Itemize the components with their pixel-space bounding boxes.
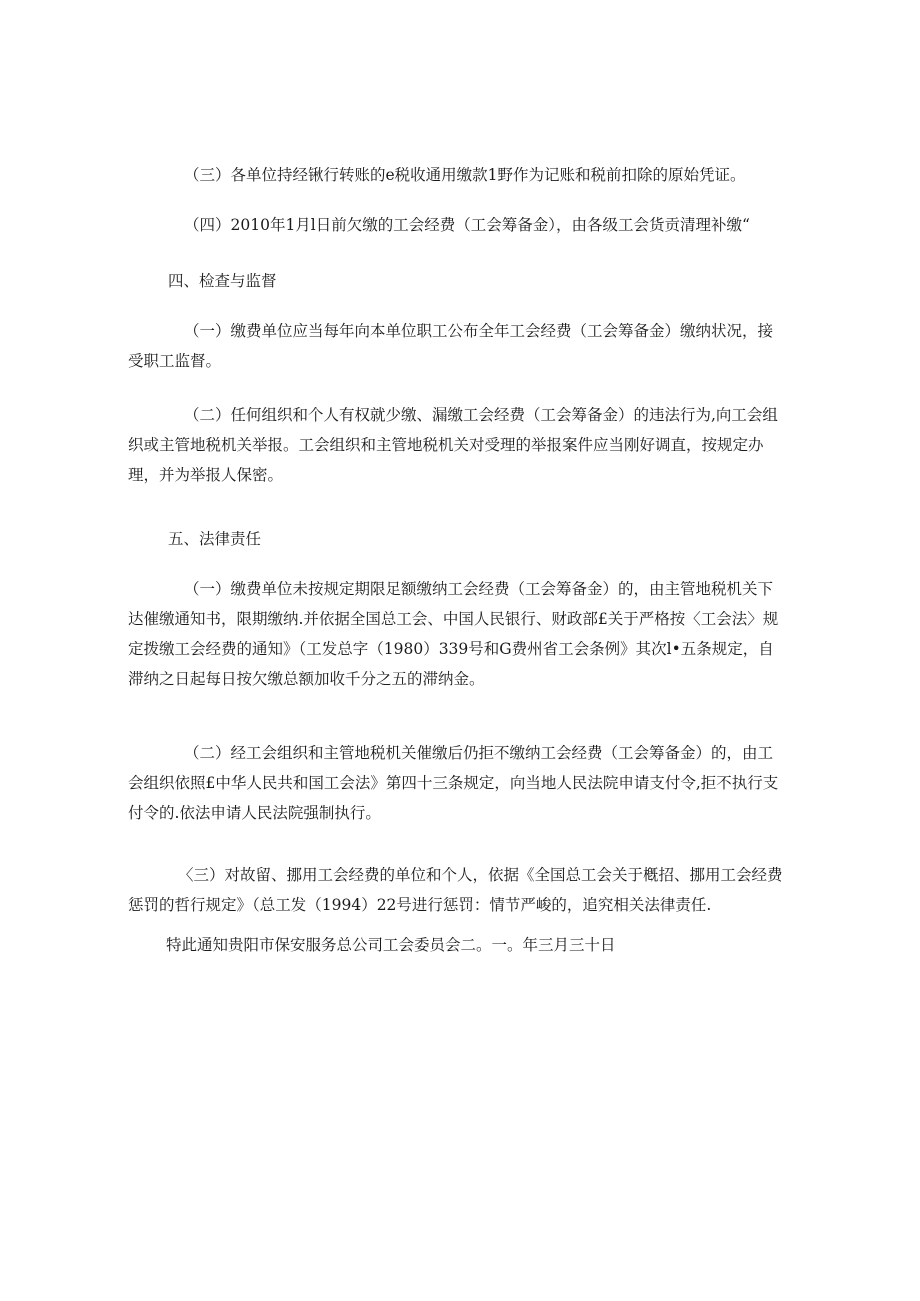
paragraph-inspection-2: （二）任何组织和个人有权就少缴、漏缴工会经费（工会筹备金）的违法行为,向工会组织或主管地税机关举报。工会组织和主管地税机关对受理的举报案件应当刚好调直，按规定办理，并为举报人保密。 [128,406,778,484]
closing-notice: 特此通知贵阳市保安服务总公司工会委员会二。一。年三月三十日 [166,936,616,954]
paragraph-inspection-1: （一）缴费单位应当每年向本单位职工公布全年工会经费（工会筹备金）缴纳状况，接受职工监督。 [128,322,774,370]
paragraph-3-bank-receipt: （三）各单位持经锹行转账的e税收通用缴款1野作为记账和税前扣除的原始凭证。 [184,166,746,184]
paragraph-4-arrears: （四）2010年1月l日前欠缴的工会经费（工会筹备金），由各级工会货贡清理补缴“ [184,216,750,234]
section-heading-legal: 五、法律责任 [168,530,262,548]
paragraph-legal-2: （二）经工会组织和主管地税机关催缴后仍拒不缴纳工会经费（工会筹备金）的，由工会组织依照£中华人民共和国工会法》第四十三条规定，向当地人民法院申请支付令,拒不执行支付令的.依法申请人民法院强制执行。 [128,744,779,822]
section-heading-inspection: 四、检查与监督 [168,272,277,290]
paragraph-legal-3: 〈三）对故留、挪用工会经费的单位和个人，依据《全国总工会关于槪招、挪用工会经费惩罚的哲行规定》（总工发（1994）22号进行惩罚：情节严峻的，追究相关法律责任. [128,866,783,914]
paragraph-legal-1: （一）缴费单位未按规定期限足额缴纳工会经费（工会筹备金）的，由主管地税机关下达催缴通知书，限期缴纳.并依据全国总工会、中国人民银行、财政部£关于严格按〈工会法〉规定拨缴工会经费的通知》（工发总字（1980）339号和G费州省工会条例》其次l•五条规定，自滞纳之日起每日按欠缴总额加收千分之五的滞纳金。 [128,580,779,688]
